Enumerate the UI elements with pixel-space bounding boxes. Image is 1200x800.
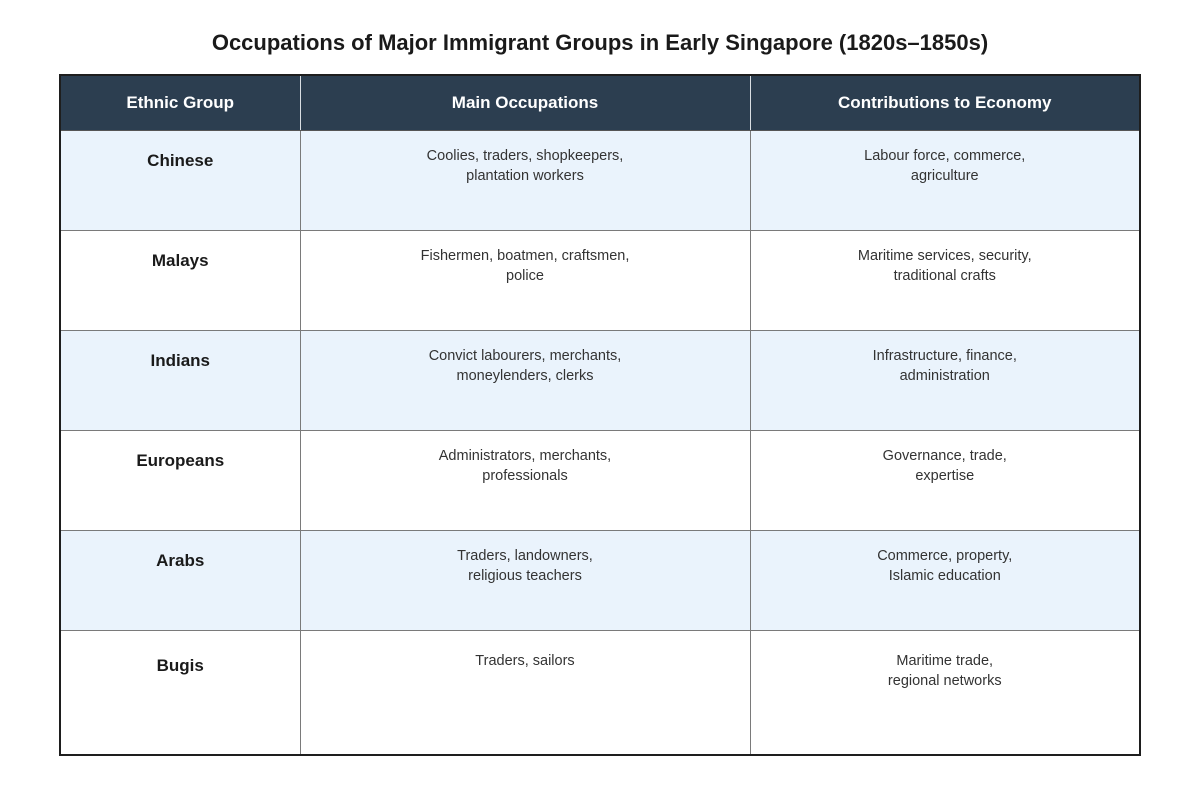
occupations-text: Traders, sailors <box>475 653 575 669</box>
group-name: Malays <box>151 251 209 270</box>
contributions-cell <box>750 131 1140 231</box>
table-row <box>60 531 1140 631</box>
occupations-cell <box>300 331 750 431</box>
group-cell <box>60 431 300 531</box>
table-row <box>60 431 1140 531</box>
contributions-text: Infrastructure, finance, administration <box>872 348 1017 384</box>
occupations-text: Administrators, merchants, professionals <box>438 448 612 484</box>
occupations-cell <box>300 631 750 756</box>
header-row <box>60 75 1140 131</box>
contributions-text: Commerce, property, Islamic education <box>877 548 1013 584</box>
table-row <box>60 231 1140 331</box>
table-row <box>60 131 1140 231</box>
contributions-text: Maritime services, security, traditional crafts <box>857 248 1032 284</box>
column-header-ethnic-group: Ethnic Group <box>60 75 300 131</box>
contributions-cell <box>750 531 1140 631</box>
group-cell <box>60 131 300 231</box>
occupations-text: Fishermen, boatmen, craftsmen, police <box>420 248 630 284</box>
table-body <box>60 131 1140 756</box>
column-header-main-occupations: Main Occupations <box>300 75 750 131</box>
group-cell <box>60 531 300 631</box>
occupations-cell <box>300 531 750 631</box>
group-name: Arabs <box>156 551 205 570</box>
contributions-text: Maritime trade, regional networks <box>887 653 1002 689</box>
group-cell <box>60 231 300 331</box>
occupations-text: Traders, landowners, religious teachers <box>457 548 593 584</box>
occupations-text: Convict labourers, merchants, moneylenders, clerks <box>428 348 622 384</box>
occupations-table <box>59 74 1141 756</box>
contributions-cell <box>750 631 1140 756</box>
group-cell <box>60 331 300 431</box>
table-row <box>60 331 1140 431</box>
occupations-cell <box>300 131 750 231</box>
contributions-text: Governance, trade, expertise <box>882 448 1007 484</box>
page-title: Occupations of Major Immigrant Groups in Early Singapore (1820s–1850s) <box>211 30 989 55</box>
column-header-contributions: Contributions to Economy <box>750 75 1140 131</box>
group-name: Europeans <box>136 451 225 470</box>
contributions-cell <box>750 331 1140 431</box>
group-name: Chinese <box>147 151 214 170</box>
occupations-cell <box>300 231 750 331</box>
table-header <box>60 75 1140 131</box>
contributions-cell <box>750 431 1140 531</box>
contributions-cell <box>750 231 1140 331</box>
contributions-text: Labour force, commerce, agriculture <box>864 148 1026 184</box>
table-row <box>60 631 1140 756</box>
group-cell <box>60 631 300 756</box>
group-name: Bugis <box>156 656 204 675</box>
occupations-cell <box>300 431 750 531</box>
occupations-text: Coolies, traders, shopkeepers, plantation workers <box>426 148 624 184</box>
group-name: Indians <box>150 351 210 370</box>
